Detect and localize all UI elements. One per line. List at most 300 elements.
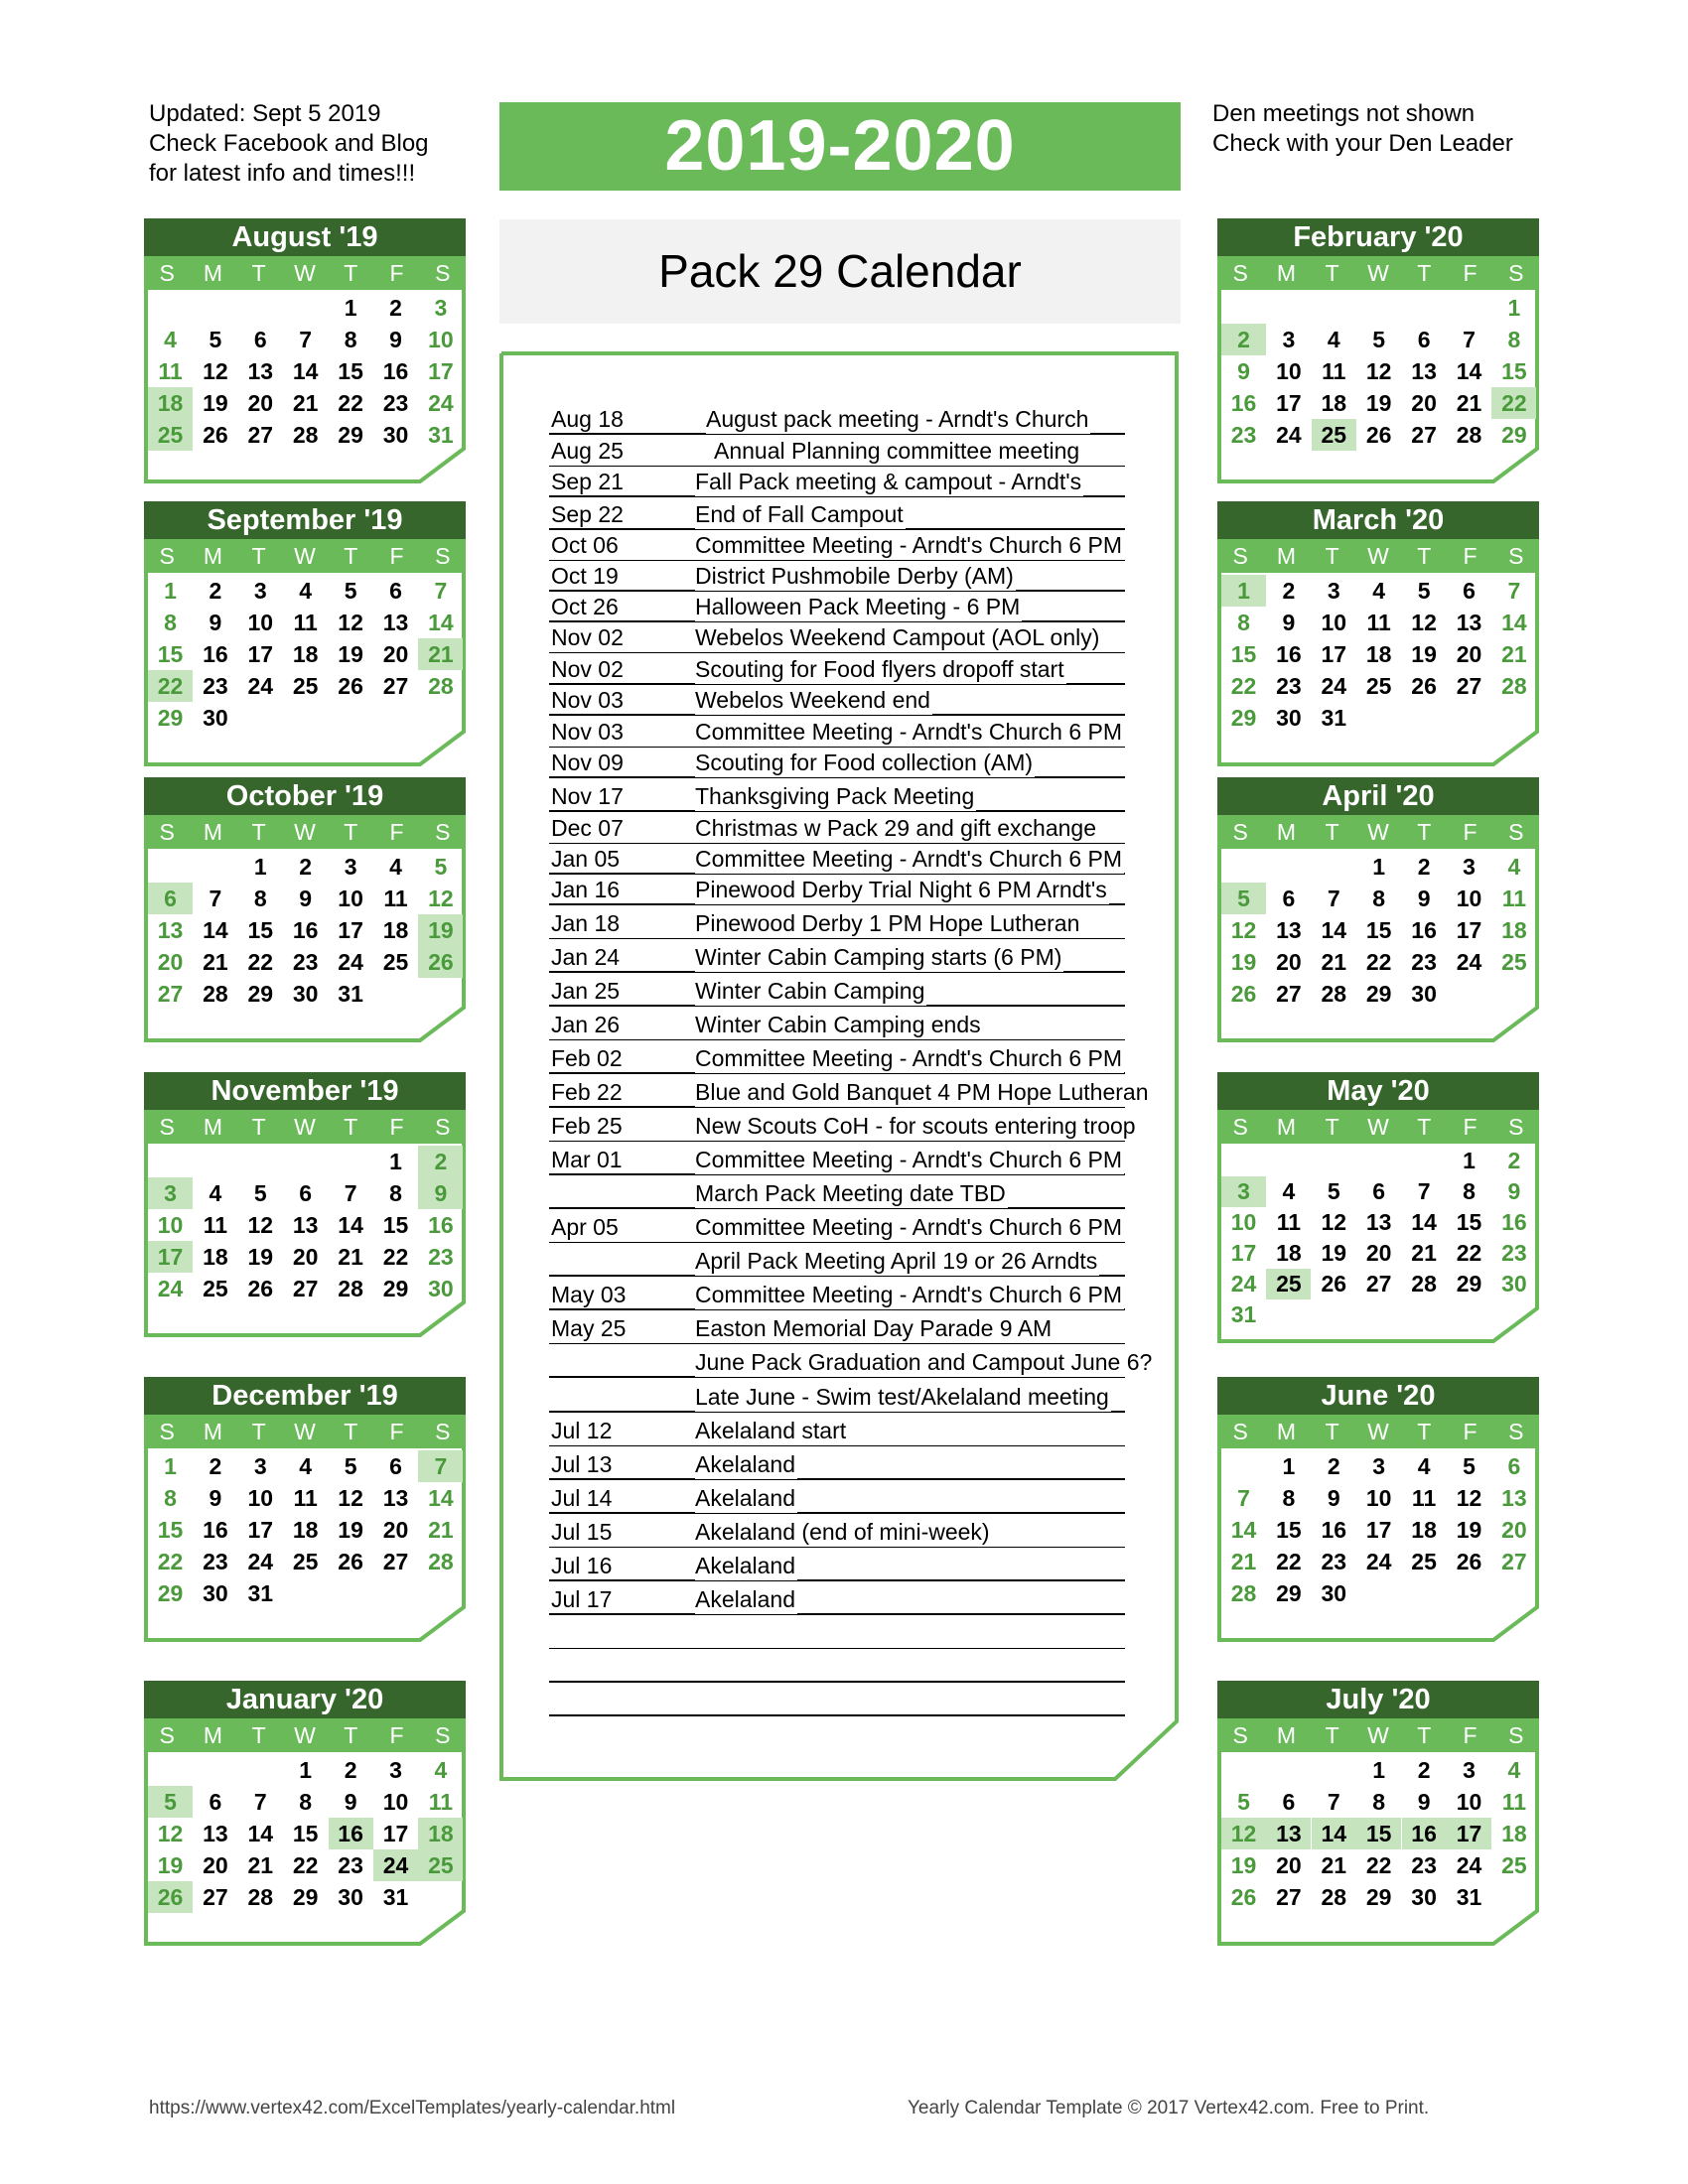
day-cell: 12 [1411, 610, 1437, 635]
day-cell: 15 [292, 1821, 319, 1846]
day-cell-highlighted: 16 [329, 1818, 373, 1849]
day-cell: 24 [1456, 1852, 1482, 1878]
weekday-label: F [389, 819, 404, 845]
weekday-header [144, 1110, 466, 1144]
weekday-label: F [389, 260, 404, 286]
day-cell-highlighted: 18 [148, 387, 193, 419]
event-description: Late June - Swim test/Akelaland meeting [695, 1384, 1109, 1410]
weekday-header [144, 539, 466, 573]
weekday-label: T [1325, 543, 1339, 569]
day-cell-highlighted: 3 [148, 1177, 193, 1209]
day-cell: 29 [157, 1580, 184, 1606]
event-underline [549, 1613, 1125, 1615]
weekday-label: T [1325, 1419, 1339, 1444]
event-row [549, 1111, 1136, 1142]
day-cell: 12 [247, 1212, 274, 1238]
event-row [549, 622, 1125, 653]
day-cell: 2 [209, 578, 222, 604]
event-description: Blue and Gold Banquet 4 PM Hope Lutheran [695, 1079, 1149, 1105]
day-cell: 30 [203, 1580, 228, 1606]
day-cell: 28 [1230, 1580, 1257, 1606]
event-date: Jul 17 [551, 1586, 613, 1612]
day-cell: 20 [1411, 390, 1437, 416]
day-cell: 18 [1321, 390, 1347, 416]
weekday-label: W [1367, 819, 1389, 845]
event-underline [549, 1681, 1125, 1683]
day-cell: 4 [1417, 1453, 1431, 1479]
weekday-header [144, 1415, 466, 1448]
event-date: Nov 09 [551, 750, 624, 775]
day-cell: 24 [247, 673, 274, 699]
day-cell: 8 [389, 1180, 402, 1206]
day-cell: 29 [157, 705, 184, 731]
day-cell: 26 [338, 1549, 363, 1574]
event-underline [549, 1242, 1125, 1243]
weekday-label: T [1417, 819, 1432, 845]
day-cell: 24 [1365, 1549, 1392, 1574]
day-cell: 23 [292, 949, 319, 975]
day-cell: 24 [1230, 1271, 1257, 1297]
weekday-label: S [159, 1114, 175, 1140]
day-cell: 23 [338, 1852, 363, 1878]
day-cell: 24 [1456, 949, 1482, 975]
month-title: December '19 [144, 1377, 466, 1415]
weekday-label: F [1463, 1419, 1477, 1444]
weekday-label: S [159, 543, 175, 569]
weekday-label: W [294, 1114, 316, 1140]
event-row [549, 717, 1125, 748]
day-cell: 16 [1321, 1517, 1347, 1543]
weekday-label: W [294, 260, 316, 286]
day-cell: 21 [338, 1244, 363, 1270]
weekday-header [1217, 539, 1539, 573]
day-cell: 7 [1417, 1178, 1431, 1204]
day-cell: 19 [1230, 949, 1257, 975]
day-cell: 23 [203, 1549, 228, 1574]
event-description: District Pushmobile Derby (AM) [695, 563, 1014, 589]
day-cell: 23 [203, 673, 228, 699]
day-cell: 6 [209, 1789, 222, 1815]
day-cell: 27 [382, 673, 409, 699]
day-cell: 7 [344, 1180, 357, 1206]
day-cell: 29 [1456, 1271, 1482, 1297]
day-cell: 30 [1411, 981, 1437, 1007]
day-cell: 23 [428, 1244, 454, 1270]
event-description: Committee Meeting - Arndt's Church 6 PM [695, 1045, 1123, 1071]
event-row [549, 1347, 1153, 1378]
day-cell: 6 [1463, 578, 1476, 604]
day-cell: 28 [1411, 1271, 1437, 1297]
month-title: January '20 [144, 1681, 466, 1718]
day-cell: 27 [1276, 981, 1302, 1007]
weekday-label: W [1367, 1722, 1389, 1748]
day-cell: 22 [1365, 949, 1392, 975]
event-description: Winter Cabin Camping starts (6 PM) [695, 944, 1062, 970]
day-cell: 3 [1282, 327, 1296, 352]
day-cell: 1 [389, 1149, 402, 1174]
day-cell: 26 [247, 1276, 274, 1301]
event-row [549, 1313, 1125, 1344]
day-cell: 5 [344, 1453, 357, 1479]
day-cell: 11 [1366, 610, 1391, 635]
day-cell-highlighted: 5 [1221, 883, 1266, 914]
day-cell: 14 [428, 610, 454, 635]
weekday-label: T [1325, 1722, 1339, 1748]
day-cell: 3 [1327, 578, 1340, 604]
day-cell: 10 [1456, 1789, 1482, 1815]
day-cell: 5 [1237, 1789, 1250, 1815]
day-cell: 27 [1456, 673, 1482, 699]
day-cell: 12 [157, 1821, 184, 1846]
event-row [549, 1246, 1125, 1277]
day-cell: 23 [1411, 949, 1437, 975]
day-cell: 27 [292, 1276, 319, 1301]
day-cell: 28 [338, 1276, 363, 1301]
day-cell: 29 [1365, 1884, 1392, 1910]
day-cell: 10 [1321, 610, 1347, 635]
day-cell-highlighted: 5 [148, 1786, 193, 1818]
day-cell: 29 [1501, 422, 1527, 448]
weekday-label: M [1276, 260, 1296, 286]
day-cell: 27 [1276, 1884, 1302, 1910]
event-underline [549, 1141, 1125, 1142]
day-cell: 28 [428, 673, 454, 699]
day-cell: 8 [1463, 1178, 1476, 1204]
month-title: September '19 [144, 501, 466, 539]
den-note-line: Den meetings not shown [1212, 100, 1476, 127]
event-underline [549, 1512, 1125, 1514]
weekday-label: S [1232, 1419, 1248, 1444]
weekday-label: S [1508, 819, 1524, 845]
event-date: Mar 01 [551, 1147, 623, 1172]
month-calendar [1217, 1681, 1539, 1945]
month-title: October '19 [144, 777, 466, 815]
event-row [549, 1483, 1125, 1514]
event-row [549, 530, 1125, 561]
day-cell: 11 [1322, 358, 1346, 384]
day-cell: 20 [1276, 1852, 1302, 1878]
event-description: Akelaland start [695, 1418, 847, 1443]
day-cell: 1 [1282, 1453, 1296, 1479]
day-cell: 29 [292, 1884, 319, 1910]
day-cell: 5 [1372, 327, 1386, 352]
day-cell: 27 [1411, 422, 1437, 448]
day-cell: 29 [382, 1276, 409, 1301]
event-description: Akelaland [695, 1553, 796, 1578]
day-cell: 15 [382, 1212, 409, 1238]
day-cell: 22 [1230, 673, 1257, 699]
day-cell: 6 [253, 327, 267, 352]
event-date: Dec 07 [551, 815, 624, 841]
year-title: 2019-2020 [499, 102, 1181, 191]
event-row [549, 1145, 1125, 1175]
day-cell: 4 [1507, 854, 1521, 880]
weekday-label: T [251, 1419, 266, 1444]
event-row [549, 813, 1125, 844]
weekday-label: S [1508, 1419, 1524, 1444]
day-cell: 3 [1372, 1453, 1386, 1479]
day-cell: 18 [203, 1244, 228, 1270]
event-underline [549, 1445, 1125, 1446]
day-cell: 25 [292, 1549, 319, 1574]
day-cell: 31 [428, 422, 454, 448]
day-cell: 7 [253, 1789, 267, 1815]
day-cell: 25 [1411, 1549, 1437, 1574]
weekday-label: S [1232, 1114, 1248, 1140]
day-cell: 20 [157, 949, 184, 975]
day-cell: 13 [247, 358, 274, 384]
day-cell: 27 [1365, 1271, 1392, 1297]
event-description: Christmas w Pack 29 and gift exchange [695, 815, 1096, 841]
weekday-label: W [294, 1419, 316, 1444]
day-cell: 1 [164, 1453, 177, 1479]
day-cell: 29 [338, 422, 363, 448]
day-cell: 2 [1417, 1757, 1431, 1783]
day-cell: 8 [1282, 1485, 1296, 1511]
day-cell: 15 [1456, 1209, 1482, 1235]
day-cell: 30 [292, 981, 319, 1007]
day-cell: 11 [293, 610, 318, 635]
day-cell: 12 [338, 610, 363, 635]
day-cell: 7 [434, 578, 448, 604]
event-row [549, 875, 1125, 905]
day-cell: 27 [382, 1549, 409, 1574]
day-cell: 20 [1456, 641, 1482, 667]
day-cell: 16 [1501, 1209, 1527, 1235]
day-cell: 26 [203, 422, 228, 448]
day-cell: 3 [344, 854, 357, 880]
day-cell: 18 [1276, 1240, 1302, 1266]
day-cell: 26 [1321, 1271, 1347, 1297]
day-cell: 7 [1327, 1789, 1340, 1815]
event-row [549, 1010, 1125, 1040]
weekday-label: W [294, 543, 316, 569]
weekday-label: S [1232, 260, 1248, 286]
event-row [549, 1077, 1149, 1108]
day-cell: 24 [1321, 673, 1347, 699]
day-cell: 28 [1501, 673, 1527, 699]
weekday-header [1217, 256, 1539, 290]
event-row [549, 1517, 1125, 1548]
weekday-label: F [389, 543, 404, 569]
day-cell: 27 [247, 422, 274, 448]
event-date: Jul 15 [551, 1519, 613, 1545]
day-cell: 28 [1321, 981, 1347, 1007]
day-cell: 18 [292, 641, 319, 667]
day-cell: 23 [1230, 422, 1257, 448]
event-underline [549, 938, 1125, 939]
day-cell: 21 [203, 949, 228, 975]
event-row [549, 1280, 1125, 1310]
weekday-label: S [1232, 819, 1248, 845]
weekday-label: T [251, 1722, 266, 1748]
event-description: Webelos Weekend Campout (AOL only) [695, 624, 1100, 650]
event-description: Fall Pack meeting & campout - Arndt's [695, 469, 1082, 494]
event-description: March Pack Meeting date TBD [695, 1180, 1006, 1206]
day-cell: 20 [292, 1244, 319, 1270]
event-row [549, 1551, 1125, 1581]
event-date: Nov 02 [551, 656, 624, 682]
event-description: Akelaland (end of mini-week) [695, 1519, 990, 1545]
day-cell: 1 [253, 854, 267, 880]
weekday-label: T [344, 1419, 358, 1444]
day-cell: 11 [1276, 1209, 1302, 1235]
month-calendar [144, 218, 466, 482]
event-row [549, 1618, 1125, 1649]
day-cell: 18 [1501, 1821, 1527, 1846]
day-cell: 30 [338, 1884, 363, 1910]
day-cell: 26 [1456, 1549, 1482, 1574]
day-cell-highlighted: 25 [418, 1849, 463, 1881]
day-cell: 15 [1501, 358, 1527, 384]
day-cell: 23 [1411, 1852, 1437, 1878]
month-calendar [1217, 777, 1539, 1041]
day-cell: 15 [157, 641, 184, 667]
event-date: Nov 03 [551, 687, 624, 713]
day-cell: 20 [1365, 1240, 1392, 1266]
day-cell: 4 [164, 327, 177, 352]
day-cell: 17 [382, 1821, 409, 1846]
day-cell: 12 [1321, 1209, 1347, 1235]
day-cell: 2 [299, 854, 313, 880]
event-description: Committee Meeting - Arndt's Church 6 PM [695, 719, 1123, 745]
day-cell: 14 [1321, 917, 1347, 943]
day-cell: 31 [1321, 705, 1347, 731]
day-cell: 21 [1456, 390, 1482, 416]
weekday-label: M [203, 1114, 222, 1140]
day-cell: 22 [157, 1549, 184, 1574]
event-date: Sep 22 [551, 501, 624, 527]
weekday-label: M [203, 1722, 222, 1748]
day-cell: 21 [1321, 949, 1347, 975]
event-underline [549, 1547, 1125, 1548]
weekday-label: S [435, 543, 451, 569]
events-panel [499, 351, 1173, 1781]
day-cell: 1 [299, 1757, 313, 1783]
weekday-label: T [1417, 1419, 1432, 1444]
event-date: May 25 [551, 1315, 627, 1341]
month-calendar [144, 1681, 466, 1945]
day-cell: 11 [203, 1212, 228, 1238]
day-cell: 20 [247, 390, 274, 416]
day-cell: 7 [209, 886, 222, 911]
event-row [549, 1043, 1125, 1074]
day-cell: 19 [203, 390, 228, 416]
month-title: August '19 [144, 218, 466, 256]
day-cell: 17 [247, 641, 274, 667]
day-cell: 22 [1365, 1852, 1392, 1878]
event-underline [549, 1478, 1125, 1480]
event-row [549, 685, 1125, 716]
event-row [549, 404, 1125, 435]
day-cell: 31 [338, 981, 363, 1007]
day-cell: 3 [1463, 1757, 1476, 1783]
day-cell: 31 [1456, 1884, 1482, 1910]
month-calendar [144, 1377, 466, 1641]
day-cell: 12 [203, 358, 228, 384]
footer-url[interactable]: https://www.vertex42.com/ExcelTemplates/yearly-calendar.html [149, 2098, 676, 2118]
day-cell: 26 [1411, 673, 1437, 699]
event-row [549, 1416, 1125, 1446]
day-cell: 29 [1276, 1580, 1302, 1606]
day-cell: 4 [299, 1453, 313, 1479]
event-row [549, 1212, 1125, 1243]
day-cell: 17 [1456, 917, 1482, 943]
day-cell: 8 [253, 886, 267, 911]
weekday-label: S [435, 1419, 451, 1444]
day-cell: 5 [1417, 578, 1431, 604]
day-cell: 31 [247, 1580, 274, 1606]
event-description: Annual Planning committee meeting [714, 438, 1080, 464]
day-cell: 17 [1321, 641, 1347, 667]
event-row [549, 844, 1125, 875]
day-cell: 1 [1507, 295, 1521, 321]
day-cell-highlighted: 16 [1402, 1818, 1447, 1849]
day-cell: 24 [247, 1549, 274, 1574]
day-cell: 24 [157, 1276, 184, 1301]
event-date: Aug 18 [551, 406, 624, 432]
event-description: Pinewood Derby Trial Night 6 PM Arndt's [695, 877, 1107, 902]
day-cell-highlighted: 17 [1447, 1818, 1491, 1849]
event-description: Scouting for Food flyers dropoff start [695, 656, 1064, 682]
day-cell: 19 [1411, 641, 1437, 667]
day-cell: 12 [1230, 917, 1257, 943]
day-cell: 12 [1365, 358, 1392, 384]
update-note-line: Updated: Sept 5 2019 [149, 100, 381, 127]
day-cell: 22 [247, 949, 274, 975]
day-cell: 2 [209, 1453, 222, 1479]
event-row [549, 592, 1125, 622]
weekday-label: T [1325, 260, 1339, 286]
day-cell: 9 [1507, 1178, 1521, 1204]
day-cell: 1 [1372, 1757, 1386, 1783]
day-cell: 17 [428, 358, 454, 384]
day-cell: 27 [1501, 1549, 1527, 1574]
day-cell: 25 [382, 949, 409, 975]
weekday-label: T [1417, 260, 1432, 286]
event-row [549, 1584, 1125, 1615]
day-cell: 10 [1276, 358, 1302, 384]
day-cell: 18 [1411, 1517, 1437, 1543]
day-cell: 17 [1365, 1517, 1392, 1543]
month-calendar [144, 1072, 466, 1336]
day-cell-highlighted: 7 [418, 1450, 463, 1482]
event-description: Easton Memorial Day Parade 9 AM [695, 1315, 1053, 1341]
day-cell: 4 [299, 578, 313, 604]
day-cell: 6 [389, 1453, 402, 1479]
day-cell: 10 [338, 886, 363, 911]
weekday-header [144, 815, 466, 849]
event-row [549, 976, 1125, 1007]
day-cell: 5 [209, 327, 222, 352]
day-cell: 25 [203, 1276, 228, 1301]
day-cell: 9 [209, 1485, 222, 1511]
event-description: Committee Meeting - Arndt's Church 6 PM [695, 1147, 1123, 1172]
day-cell-highlighted: 22 [148, 670, 193, 702]
weekday-label: F [389, 1722, 404, 1748]
weekday-label: F [1463, 1722, 1477, 1748]
day-cell: 10 [247, 1485, 274, 1511]
event-description: Akelaland [695, 1485, 796, 1511]
day-cell: 22 [1276, 1549, 1302, 1574]
day-cell: 26 [1365, 422, 1392, 448]
day-cell: 14 [1501, 610, 1527, 635]
weekday-label: S [159, 819, 175, 845]
event-date: Jul 13 [551, 1451, 613, 1477]
update-note-line: for latest info and times!!! [149, 160, 416, 187]
day-cell-highlighted: 22 [1491, 387, 1536, 419]
day-cell-highlighted: 19 [418, 914, 463, 946]
